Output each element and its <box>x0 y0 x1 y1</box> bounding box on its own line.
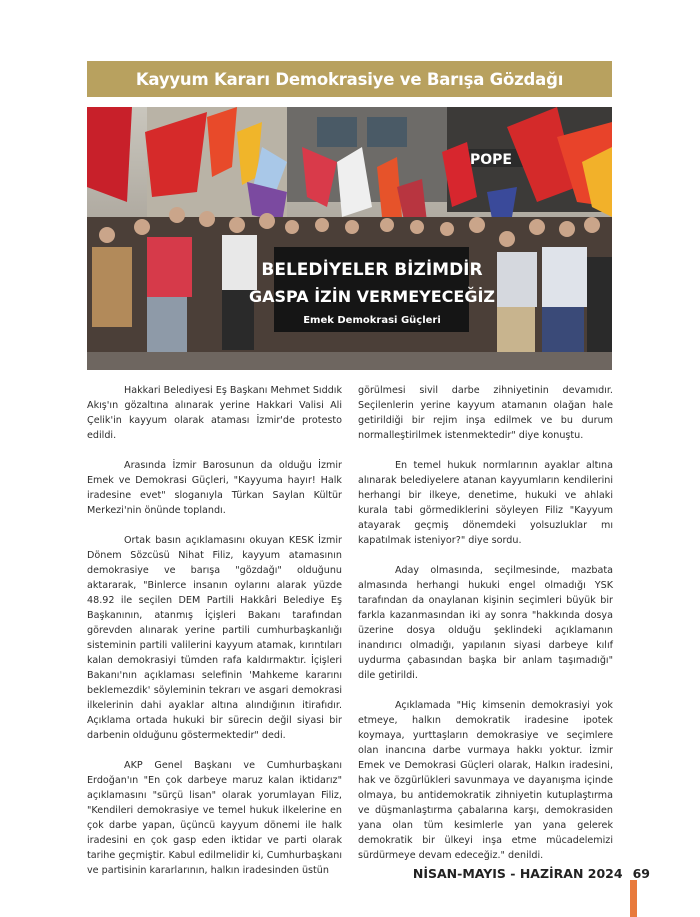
article-title: Kayyum Kararı Demokrasiye ve Barışa Gözdağı <box>135 69 564 89</box>
paragraph: Aday olmasında, seçilmesinde, mazbata almasında herhangi hukuki engel olmadığı YSK tarafından da onaylanan kişinin seçimleri büyük bir farkla kazanmasından iki ay sonra "hakkında dosya üzerine dosya olduğu şeklindeki açıklamanın inandırıcı olmadığı, yapılanın siyasi darbeye kılıf uydurma çabasından başka bir anlam taşımadığı" dile getirildi. <box>358 565 613 681</box>
banner-line-2: GASPA İZİN VERMEYECEĞİZ <box>248 287 496 306</box>
article-column-left <box>87 383 342 893</box>
article-column-right <box>358 383 613 878</box>
paragraph: Arasında İzmir Barosunun da olduğu İzmir Emek ve Demokrasi Güçleri, "Kayyuma hayır! Halk iradesine evet" sloganıyla Türkan Saylan Kültür Merkezi'nin önünde toplandı. <box>87 460 342 516</box>
paragraph: En temel hukuk normlarının ayaklar altına alınarak belediyelere atanan kayyumların kendilerini herhangi bir ilkeye, denetime, hukuki ve ahlaki kurala tabi görmediklerini söyleyen Filiz "Kayyum atayarak geçmiş dönemdeki yolsuzluklar mı kapatılmak isteniyor?" diye sordu. <box>358 460 613 546</box>
accent-bar <box>630 880 637 917</box>
paragraph: Açıklamada "Hiç kimsenin demokrasiyi yok etmeye, halkın demokratik iradesine ipotek koymaya, yurttaşların demokrasiye ve seçimlere olan inancına darbe vurmaya hakkı yoktur. İzmir Emek ve Demokrasi Güçleri olarak, Halkın iradesini, hak ve özgürlükleri savunmaya ve dayanışma içinde olmaya, bu antidemokratik zihniyetin kutuplaştırma ve düşmanlaştırma çabalarına karşı, demokrasiden yana olan tüm kesimlerle yan yana gelerek demokratik bir ülkeyi inşa etme mücadelemizi sürdürmeye devam edeceğiz." denildi. <box>358 700 613 861</box>
store-sign: POPE <box>470 152 512 168</box>
banner-line-3: Emek Demokrasi Güçleri <box>303 315 441 326</box>
article-title-bar <box>87 61 612 97</box>
paragraph: Ortak basın açıklamasını okuyan KESK İzmir Dönem Sözcüsü Nihat Filiz, kayyum atamasının demokrasiye ve barışa "gözdağı" olduğunu aktararak, "Binlerce insanın oylarını alarak yüzde 48.92 ile seçilen DEM Partili Hakkâri Belediye Eş Başkanının, atanmış İçişleri Bakanı tarafından görevden alınarak yerine partili cumhurbaşkanlığı sisteminin partili valilerini kayyum atamak, kırıntıları kalan demokrasiyi tümden rafa kaldırmaktır. İçişleri Bakanı'nın açıklaması selefinin 'Mahkeme kararını beklemezdik' söyleminin tekrarı ve asgari demokrasi ilkelerinin dahi ayaklar altına alındığının itirafıdır. Açıklama ortada hukuki bir sürecin değil siyasi bir darbenin olduğunu göstermektedir" dedi. <box>87 535 342 741</box>
paragraph-continued: görülmesi sivil darbe zihniyetinin devamıdır. Seçilenlerin yerine kayyum atamanın olağan hale getirildiği bir rejim inşa edilmek ve bu durum normalleştirilmek istenmektedir" diye konuştu. <box>358 385 613 441</box>
page-footer <box>400 863 650 883</box>
protest-photo <box>87 107 612 370</box>
issue-label: NİSAN-MAYIS - HAZİRAN 2024 <box>412 865 623 881</box>
paragraph: Hakkari Belediyesi Eş Başkanı Mehmet Sıddık Akış'ın gözaltına alınarak yerine Hakkari Valisi Ali Çelik'in kayyum olarak ataması İzmir'de protesto edildi. <box>87 385 342 441</box>
paragraph: AKP Genel Başkanı ve Cumhurbaşkanı Erdoğan'ın "En çok darbeye maruz kalan iktidarız" açıklamasını "sürçü lisan" olarak yorumlayan Filiz, "Kendileri demokrasiye ve temel hukuk ilkelerine en çok darbe yapan, üçüncü kayyum dönemi ile halk iradesini en çok gasp eden iktidar ve parti olarak tarihe geçmiştir. Kabul edilmelidir ki, Cumhurbaşkanı ve partisinin kararlarının, halkın iradesinden üstün <box>87 760 342 876</box>
page-number: 69 <box>632 865 650 881</box>
banner-line-1: BELEDİYELER BİZİMDİR <box>261 260 483 280</box>
